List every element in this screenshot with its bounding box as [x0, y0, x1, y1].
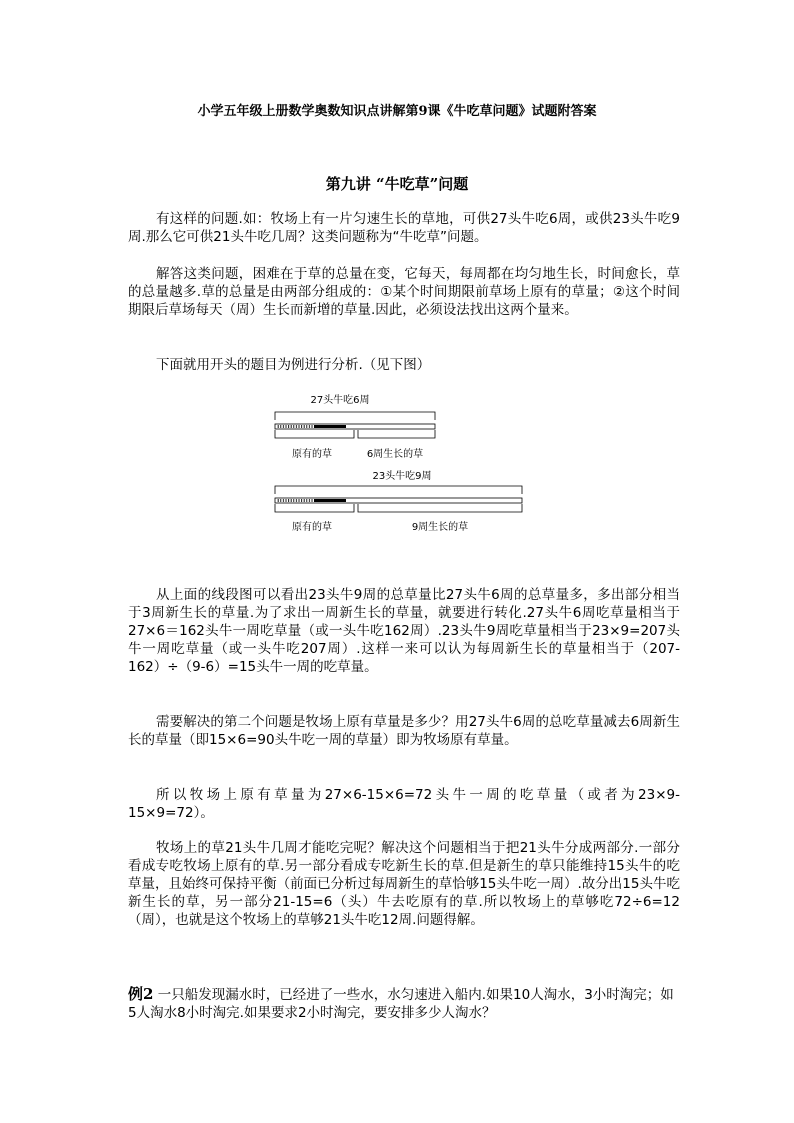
paragraph-second-question: 需要解决的第二个问题是牧场上原有草量是多少？用27头牛6周的总吃草量减去6周新生长的草量（即15×6=90头牛吃一周的草量）即为牧场原有草量。	[128, 714, 680, 748]
diagram1-left-brace	[275, 430, 354, 438]
diagram2-top-brace	[275, 486, 522, 494]
diagram1-top-label: 27头牛吃6周	[310, 395, 370, 406]
paragraph-intro: 有这样的问题.如：牧场上有一片匀速生长的草地，可供27头牛吃6周，或供23头牛吃9周.那么它可供21头牛吃几周？这类问题称为“牛吃草”问题。	[128, 211, 680, 245]
example-text: 一只船发现漏水时，已经进了一些水，水匀速进入船内.如果10人淘水，3小时淘完；如5人淘水8小时淘完.如果要求2小时淘完，要安排多少人淘水？	[128, 987, 674, 1021]
document-title: 小学五年级上册数学奥数知识点讲解第9课《牛吃草问题》试题附答案	[197, 104, 597, 119]
diagram1-right-label: 6周生长的草	[366, 449, 424, 460]
diagram1-original-grass-dense	[314, 425, 346, 428]
paragraph-original-amount: 所以牧场上原有草量为27×6-15×6=72头牛一周的吃草量（或者为23×9-15×9=72）。	[128, 787, 680, 821]
diagram1-right-brace	[358, 430, 435, 438]
diagram2-right-label: 9周生长的草	[411, 522, 469, 533]
paragraph-solution: 牧场上的草21头牛几周才能吃完呢？解决这个问题相当于把21头牛分成两部分.一部分看成专吃牧场上原有的草.另一部分看成专吃新生长的草.但是新生的草只能维持15头牛的吃草量，且始终可保持平衡（前面已分析过每周新生的草恰够15头牛吃一周）.故分出15头牛吃新生长的草，另一部分21-15=6（头）牛去吃原有的草.所以牧场上的草够吃72÷6=12（周），也就是这个牧场上的草够21头牛吃12周.问题得解。	[128, 840, 680, 928]
diagram1-top-brace	[275, 412, 435, 420]
lecture-title: 第九讲 “牛吃草”问题	[325, 175, 469, 193]
paragraph-analysis: 从上面的线段图可以看出23头牛9周的总草量比27头牛6周的总草量多，多出部分相当于3周新生长的草量.为了求出一周新生长的草量，就要进行转化.27头牛6周吃草量相当于27×6＝162头牛一周吃草量（或一头牛吃162周）.23头牛9周吃草量相当于23×9=207头牛一周吃草量（或一头牛吃207周）.这样一来可以认为每周新生长的草量相当于（207-162）÷（9-6）=15头牛一周的吃草量。	[128, 587, 680, 675]
diagram2-top-label: 23头牛吃9周	[372, 471, 432, 482]
example-label: 例2	[128, 985, 154, 1003]
diagram1-left-label: 原有的草	[292, 449, 332, 460]
paragraph-diagram-intro: 下面就用开头的题目为例进行分析.（见下图）	[156, 357, 431, 373]
diagram2-right-brace	[358, 504, 522, 512]
line-segment-diagram	[272, 390, 532, 538]
diagram2-left-brace	[275, 504, 354, 512]
diagram2-left-label: 原有的草	[292, 522, 332, 533]
diagram2-original-grass-dense	[314, 499, 346, 502]
paragraph-method: 解答这类问题，困难在于草的总量在变，它每天，每周都在均匀地生长，时间愈长，草的总量越多.草的总量是由两部分组成的：①某个时间期限前草场上原有的草量；②这个时间期限后草场每天（周）生长而新增的草量.因此，必须设法找出这两个量来。	[128, 266, 680, 318]
example-2	[128, 985, 680, 1022]
